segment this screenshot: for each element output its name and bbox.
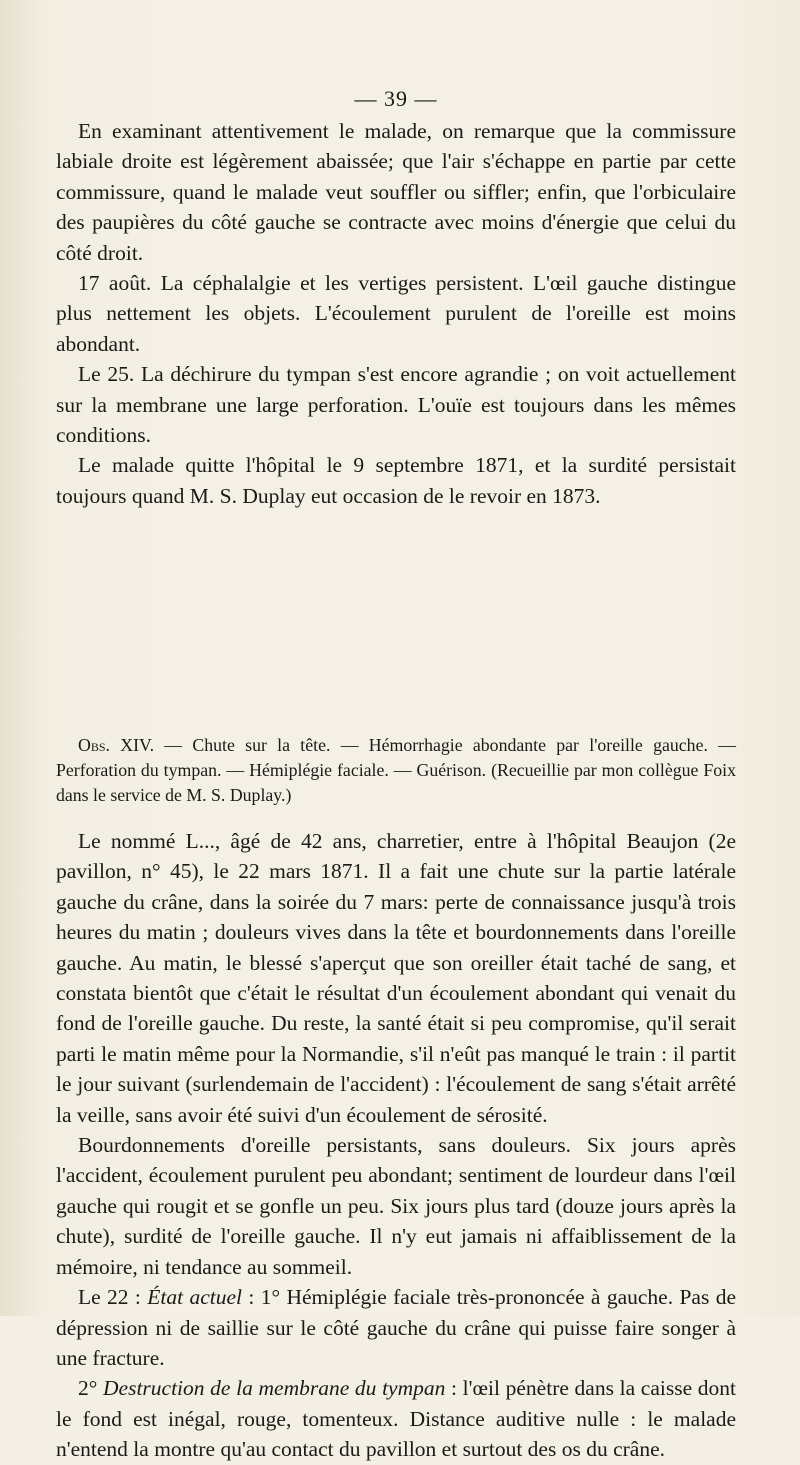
etat-prefix: Le 22 : [78, 1285, 148, 1310]
tympan-prefix: 2° [78, 1376, 104, 1401]
case-paragraph-symptoms: Bourdonnements d'oreille persistants, sans douleurs. Six jours après l'accident, écoulement purulent peu abondant; sentiment de lourdeur dans l'œil gauche qui rougit et se gonfle un peu. Six jours plus tard (douze jours après la chute), surdité de l'oreille gauche. Il n'y eut jamais ni affaiblissement de la mémoire, ni tendance au sommeil. [56, 1133, 736, 1279]
observation-label: Obs. XIV. [78, 735, 155, 755]
paragraph-commissure: En examinant attentivement le malade, on remarque que la commissure labiale droite est légèrement abaissée; que l'air s'échappe en partie par cette commissure, quand le malade veut souffler ou siffler; enfin, que l'orbiculaire des paupières du côté gauche se contracte avec moins d'énergie que celui du côté droit. [56, 119, 736, 265]
etat-actuel-text: : 1° Hémiplégie faciale très-prononcée à gauche. Pas de dépression ni de saillie sur le côté gauche du crâne qui puisse faire songer à une fracture. [56, 1285, 736, 1370]
paragraph-hospital-exit: Le malade quitte l'hôpital le 9 septembre 1871, et la surdité persistait toujours quand M. S. Duplay eut occasion de le revoir en 1873. [56, 453, 736, 508]
observation-summary: — Chute sur la tête. — Hémorrhagie abondante par l'oreille gauche. — Perforation du tympan. — Hémiplégie faciale. — Guérison. (Recueillie par mon collègue Foix dans le service de M. S. Duplay.) [56, 735, 736, 805]
tympan-label: Destruction de la membrane du tympan [103, 1376, 446, 1401]
observation-heading [56, 733, 736, 808]
tympan-text: : l'œil pénètre dans la caisse dont le fond est inégal, rouge, tomenteux. Distance auditive nulle : le malade n'entend la montre qu'au contact du pavillon et surtout des os du crâne. [56, 1376, 736, 1462]
case-paragraph-tympan [56, 1373, 736, 1464]
continuation-text [56, 116, 736, 511]
case-paragraph-admission: Le nommé L..., âgé de 42 ans, charretier, entre à l'hôpital Beaujon (2e pavillon, n° 45), le 22 mars 1871. Il a fait une chute sur la partie latérale gauche du crâne, dans la soirée du 7 mars: perte de connaissance jusqu'à trois heures du matin ; douleurs vives dans la tête et bourdonnements dans l'oreille gauche. Au matin, le blessé s'aperçut que son oreiller était taché de sang, et constata bientôt que c'était le résultat d'un écoulement abondant qui venait du fond de l'oreille gauche. Du reste, la santé était si peu compromise, qu'il serait parti le matin même pour la Normandie, s'il n'eût pas manqué le train : il partit le jour suivant (surlendemain de l'accident) : l'écoulement de sang s'était arrêté la veille, sans avoir été suivi d'un écoulement de sérosité. [56, 829, 736, 1127]
case-paragraph-etat-actuel [56, 1282, 736, 1373]
paragraph-17-aout: 17 août. La céphalalgie et les vertiges persistent. L'œil gauche distingue plus nettement les objets. L'écoulement purulent de l'oreille est moins abondant. [56, 271, 736, 356]
case-description [56, 826, 736, 1465]
page-number: — 39 — [354, 86, 438, 111]
paragraph-le-25: Le 25. La déchirure du tympan s'est encore agrandie ; on voit actuellement sur la membrane une large perforation. L'ouïe est toujours dans les mêmes conditions. [56, 362, 736, 448]
etat-actuel-label: État actuel [147, 1285, 243, 1310]
